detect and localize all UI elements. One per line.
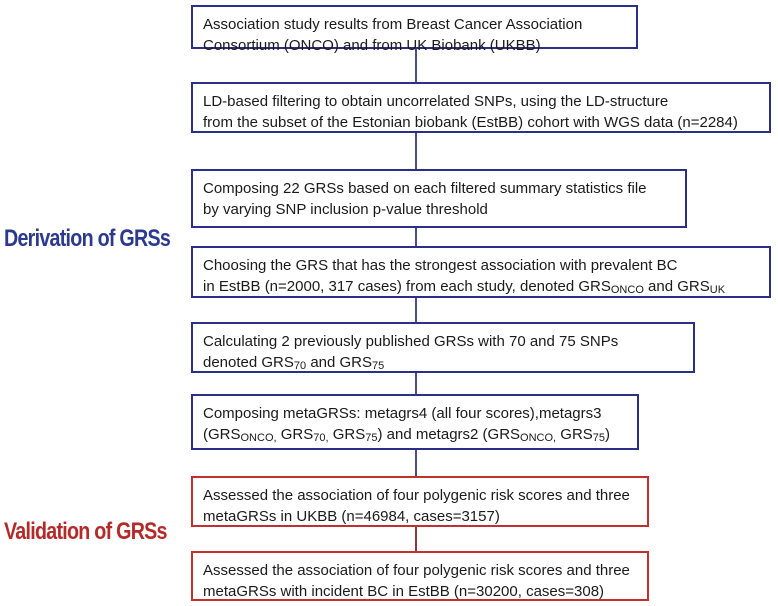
step-5-line-2: denoted GRS70 and GRS75 [203,354,385,372]
step-6-line-2: (GRSONCO, GRS70, GRS75) and metagrs2 (GRSONCO, GRS75) [203,426,611,444]
step-box-8 [191,551,649,601]
connector-2-3 [415,131,417,169]
connector-4-5 [415,296,417,322]
step-7-line-1: Assessed the association of four polygenic risk scores and three [203,487,630,504]
step-box-2 [191,82,771,133]
step-box-5 [191,322,695,373]
step-box-3 [191,169,687,228]
step-2-line-2: from the subset of the Estonian biobank (EstBB) cohort with WGS data (n=2284) [203,114,738,131]
derivation-section-label: Derivation of GRSs [4,225,171,252]
step-8-line-2: metaGRSs with incident BC in EstBB (n=30200, cases=308) [203,583,605,600]
step-3-line-1: Composing 22 GRSs based on each filtered summary statistics file [203,180,647,197]
step-box-7 [191,476,649,527]
step-4-line-2: in EstBB (n=2000, 317 cases) from each study, denoted GRSONCO and GRSUK [203,278,726,296]
validation-section-label: Validation of GRSs [4,518,167,545]
step-5-line-1: Calculating 2 previously published GRSs with 70 and 75 SNPs [203,333,619,350]
step-box-1 [191,5,638,54]
step-8-line-1: Assessed the association of four polygenic risk scores and three [203,562,630,579]
connector-3-4 [415,226,417,246]
step-3-line-2: by varying SNP inclusion p-value threshold [203,201,488,218]
step-1-line-1: Association study results from Breast Cancer Association [203,16,583,33]
connector-7-8 [415,525,417,551]
step-6-line-1: Composing metaGRSs: metagrs4 (all four scores),metagrs3 [203,405,602,422]
step-box-4 [191,246,771,298]
step-7-line-2: metaGRSs in UKBB (n=46984, cases=3157) [203,508,500,525]
step-2-line-1: LD-based filtering to obtain uncorrelated SNPs, using the LD-structure [203,93,669,110]
step-1-line-2: Consortium (ONCO) and from UK Biobank (UKBB) [203,37,541,54]
connector-6-7 [415,448,417,476]
step-4-line-1: Choosing the GRS that has the strongest association with prevalent BC [203,257,678,274]
step-box-6 [191,394,639,450]
